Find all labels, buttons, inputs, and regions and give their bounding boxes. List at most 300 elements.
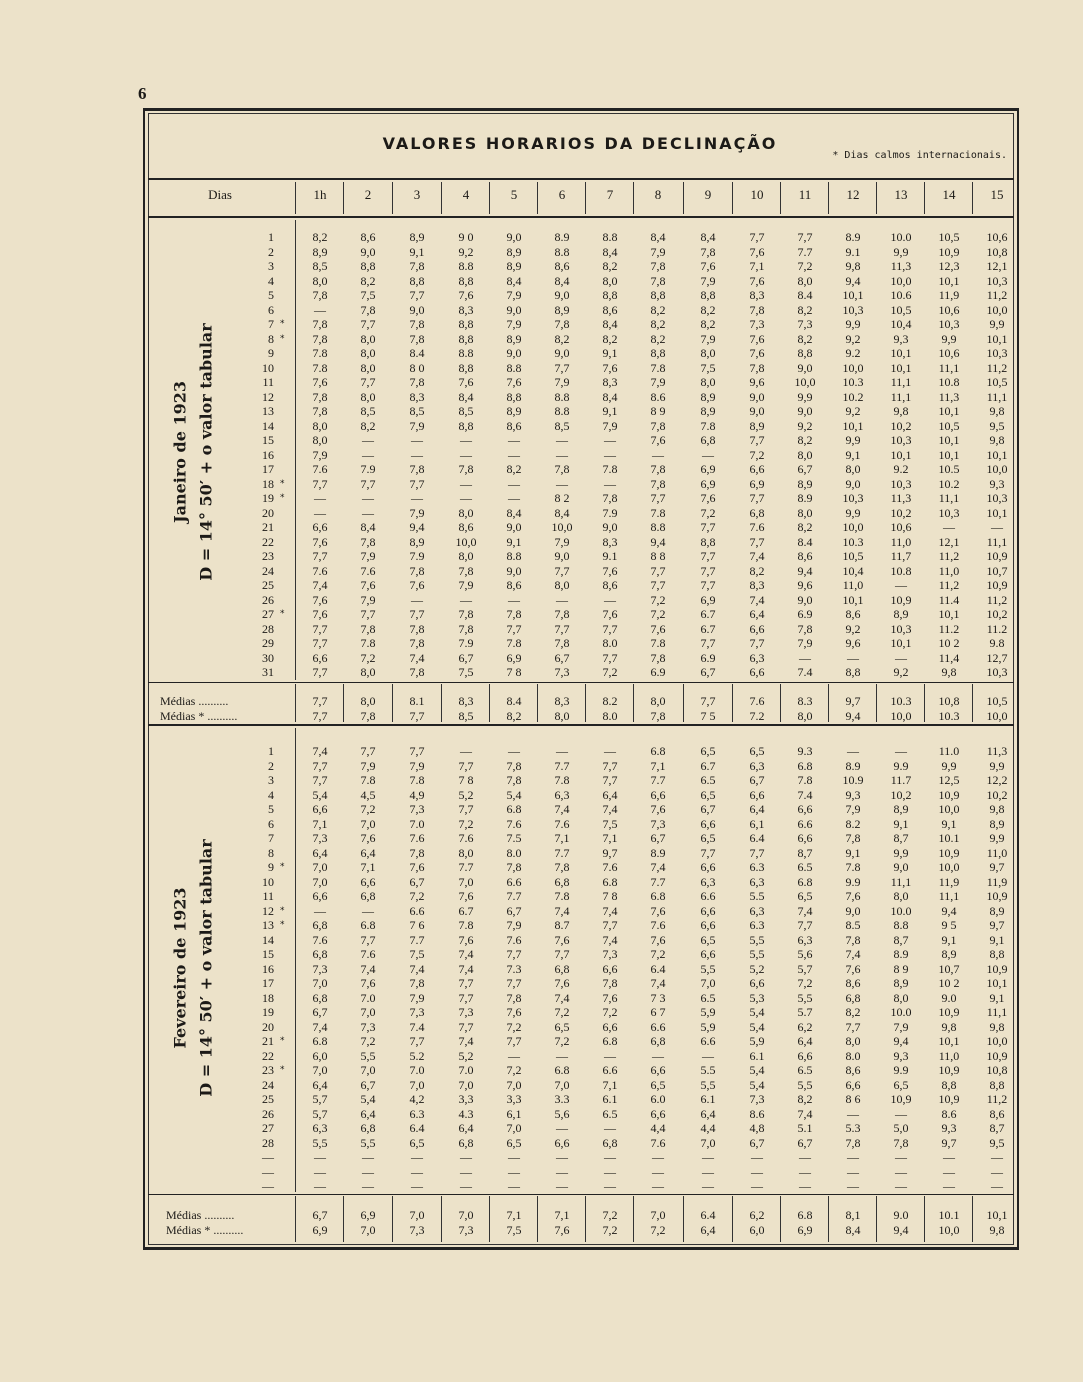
value-cell: 9,5 bbox=[989, 418, 1005, 433]
value-cell: 10,0 bbox=[551, 520, 573, 534]
medias-value: 6.4 bbox=[700, 1208, 716, 1222]
value-cell: 7,6 bbox=[700, 491, 716, 505]
value-cell: 11,3 bbox=[890, 259, 912, 273]
value-cell: 8,9 bbox=[554, 302, 570, 317]
column-rule bbox=[924, 182, 925, 214]
value-cell: 6.5 bbox=[797, 1063, 813, 1077]
value-cell: 8,2 bbox=[797, 520, 813, 534]
value-cell: 8,7 bbox=[893, 831, 909, 845]
value-cell: 6,6 bbox=[700, 816, 716, 831]
value-cell: 10.8 bbox=[890, 563, 912, 578]
value-cell: 8,2 bbox=[845, 1005, 861, 1019]
value-cell: 10,3 bbox=[842, 491, 864, 505]
value-cell: 9,1 bbox=[941, 932, 957, 947]
value-cell: 8,0 bbox=[700, 346, 716, 360]
value-cell: 6,7 bbox=[409, 874, 425, 889]
value-cell: 7.8 bbox=[650, 360, 666, 375]
value-cell: 11,0 bbox=[938, 563, 960, 578]
table-row bbox=[0, 918, 1005, 932]
day-number: 3 bbox=[268, 773, 274, 787]
value-cell: 6,2 bbox=[797, 1019, 813, 1034]
day-number: 23 bbox=[262, 1063, 274, 1077]
value-cell: 5,4 bbox=[749, 1063, 765, 1077]
medias-value: 7,0 bbox=[458, 1208, 474, 1222]
value-cell: 5,5 bbox=[797, 1077, 813, 1092]
value-cell: 7,4 bbox=[797, 903, 813, 918]
value-cell: 9,0 bbox=[554, 549, 570, 563]
value-cell: 8,0 bbox=[312, 433, 328, 447]
value-cell: 7,6 bbox=[458, 932, 474, 947]
value-cell: 5,3 bbox=[749, 990, 765, 1005]
value-cell: 7,6 bbox=[458, 375, 474, 389]
value-cell: 7,7 bbox=[554, 621, 570, 636]
value-cell: 10,3 bbox=[890, 621, 912, 636]
value-cell: 6,4 bbox=[797, 1034, 813, 1048]
value-cell: 9.2 bbox=[845, 346, 861, 360]
value-cell: 6,7 bbox=[749, 1135, 765, 1150]
value-cell: 7,2 bbox=[554, 1034, 570, 1048]
value-cell: — bbox=[460, 1150, 472, 1164]
value-cell: — bbox=[943, 1179, 955, 1193]
value-cell: — bbox=[751, 1150, 763, 1164]
day-number: 10 bbox=[262, 874, 274, 889]
value-cell: 8,0 bbox=[360, 389, 376, 404]
value-cell: 9,0 bbox=[893, 860, 909, 874]
value-cell: 6,7 bbox=[650, 831, 666, 845]
value-cell: 10,1 bbox=[938, 607, 960, 621]
medias-value: 7,7 bbox=[409, 709, 425, 723]
value-cell: 6,7 bbox=[749, 773, 765, 787]
value-cell: 7.9 bbox=[602, 505, 618, 520]
value-cell: 6,3 bbox=[312, 1121, 328, 1135]
value-cell: 7,4 bbox=[797, 1106, 813, 1121]
value-cell: 7.0 bbox=[360, 990, 376, 1005]
value-cell: 10,0 bbox=[938, 860, 960, 874]
value-cell: 6,6 bbox=[700, 860, 716, 874]
value-cell: 12,1 bbox=[986, 259, 1008, 273]
value-cell: 9,6 bbox=[749, 375, 765, 389]
medias-value: 9,4 bbox=[845, 709, 861, 723]
value-cell: 10,6 bbox=[938, 346, 960, 360]
value-cell: 6.4 bbox=[409, 1121, 425, 1135]
section-month-label: Janeiro de 1923 bbox=[170, 381, 190, 523]
value-cell: 7,6 bbox=[749, 273, 765, 288]
value-cell: — bbox=[991, 1150, 1003, 1164]
value-cell: — bbox=[991, 1179, 1003, 1193]
value-cell: 7.8 bbox=[700, 418, 716, 433]
medias-value: 10,0 bbox=[890, 709, 912, 723]
value-cell: 8,8 bbox=[845, 665, 861, 679]
value-cell: — bbox=[895, 578, 907, 592]
value-cell: 8,6 bbox=[845, 607, 861, 621]
value-cell: 6,8 bbox=[312, 990, 328, 1005]
day-number: 21 bbox=[262, 1034, 274, 1048]
value-cell: 7,8 bbox=[700, 244, 716, 259]
value-cell: 5,9 bbox=[700, 1019, 716, 1034]
value-cell: 6,6 bbox=[700, 903, 716, 918]
day-number: 9 bbox=[268, 860, 274, 874]
value-cell: 6,6 bbox=[602, 1019, 618, 1034]
value-cell: 6,8 bbox=[360, 889, 376, 903]
medias-value: 7 5 bbox=[700, 709, 716, 723]
value-cell: 8,2 bbox=[506, 462, 522, 476]
value-cell: 7,4 bbox=[650, 976, 666, 990]
value-cell: 11.4 bbox=[938, 592, 960, 607]
value-cell: 6,6 bbox=[700, 918, 716, 932]
value-cell: 7,4 bbox=[458, 1034, 474, 1048]
value-cell: 6,9 bbox=[506, 650, 522, 665]
day-number: 13 bbox=[262, 404, 274, 418]
value-cell: 8.8 bbox=[554, 244, 570, 259]
value-cell: 8,2 bbox=[312, 230, 328, 244]
value-cell: 7,8 bbox=[650, 259, 666, 273]
value-cell: 6.8 bbox=[360, 918, 376, 932]
value-cell: — bbox=[411, 592, 423, 607]
value-cell: 7,6 bbox=[458, 288, 474, 302]
value-cell: — bbox=[556, 1121, 568, 1135]
value-cell: — bbox=[702, 1164, 714, 1179]
value-cell: 7.8 bbox=[554, 773, 570, 787]
value-cell: 8.0 bbox=[602, 636, 618, 650]
value-cell: — bbox=[847, 650, 859, 665]
value-cell: 7.7 bbox=[797, 244, 813, 259]
value-cell: 8,8 bbox=[650, 346, 666, 360]
calm-day-star: * bbox=[280, 905, 285, 916]
day-number: 22 bbox=[262, 1048, 274, 1063]
table-row bbox=[0, 302, 1008, 317]
calm-day-star: * bbox=[280, 478, 285, 489]
medias-value: 7,2 bbox=[602, 1223, 618, 1237]
medias-value: 8,0 bbox=[797, 709, 813, 723]
value-cell: 9,2 bbox=[458, 244, 474, 259]
value-cell: 7,3 bbox=[554, 665, 570, 679]
value-cell: 7,4 bbox=[458, 947, 474, 961]
value-cell: 7,7 bbox=[700, 636, 716, 650]
value-cell: 8,6 bbox=[989, 1106, 1005, 1121]
value-cell: 8,2 bbox=[602, 259, 618, 273]
value-cell: 8,9 bbox=[797, 476, 813, 491]
value-cell: 7,8 bbox=[506, 773, 522, 787]
value-cell: 7,1 bbox=[554, 831, 570, 845]
value-cell: — bbox=[314, 1179, 326, 1193]
value-cell: 5,2 bbox=[749, 961, 765, 976]
value-cell: 7,7 bbox=[312, 621, 328, 636]
value-cell: — bbox=[411, 1164, 423, 1179]
day-number: 11 bbox=[262, 889, 274, 903]
value-cell: 7,4 bbox=[749, 549, 765, 563]
header-hour: 10 bbox=[750, 187, 764, 202]
value-cell: 5,4 bbox=[749, 1019, 765, 1034]
value-cell: 7,2 bbox=[360, 1034, 376, 1048]
value-cell: 9,0 bbox=[360, 244, 376, 259]
value-cell: 9.2 bbox=[893, 462, 909, 476]
value-cell: 9 0 bbox=[458, 230, 474, 244]
value-cell: 9,9 bbox=[989, 831, 1005, 845]
table-row bbox=[0, 476, 1005, 491]
value-cell: 7,7 bbox=[360, 744, 376, 758]
value-cell: 10,2 bbox=[986, 787, 1008, 802]
value-cell: 7.6 bbox=[506, 932, 522, 947]
column-rule bbox=[392, 182, 393, 214]
value-cell: 10,1 bbox=[890, 360, 912, 375]
value-cell: 8.8 bbox=[650, 520, 666, 534]
calm-day-star: * bbox=[280, 862, 285, 872]
value-cell: 9.8 bbox=[989, 636, 1005, 650]
value-cell: 7,6 bbox=[360, 831, 376, 845]
value-cell: 7,9 bbox=[506, 288, 522, 302]
value-cell: 6.3 bbox=[409, 1106, 425, 1121]
value-cell: 7,7 bbox=[554, 563, 570, 578]
value-cell: 7,7 bbox=[797, 230, 813, 244]
value-cell: — bbox=[895, 1106, 907, 1121]
value-cell: 7,7 bbox=[700, 845, 716, 860]
table-row bbox=[0, 1019, 1005, 1034]
value-cell: — bbox=[604, 744, 616, 758]
value-cell: 6,3 bbox=[749, 758, 765, 773]
value-cell: 8.4 bbox=[409, 346, 425, 360]
value-cell: 6,6 bbox=[650, 1063, 666, 1077]
value-cell: 6,5 bbox=[700, 787, 716, 802]
medias-value: 7,8 bbox=[360, 709, 376, 723]
value-cell: 10,9 bbox=[986, 1048, 1008, 1063]
medias-label: Médias .......... bbox=[160, 694, 229, 708]
column-rule bbox=[876, 182, 877, 214]
value-cell: 7.4 bbox=[409, 1019, 425, 1034]
value-cell: 9,8 bbox=[941, 665, 957, 679]
value-cell: 7,7 bbox=[312, 665, 328, 679]
medias-value: 6,7 bbox=[312, 1208, 328, 1222]
table-row bbox=[0, 787, 1008, 802]
value-cell: 7.7 bbox=[458, 860, 474, 874]
value-cell: 8,9 bbox=[409, 230, 425, 244]
value-cell: 7,4 bbox=[602, 802, 618, 816]
day-number: 31 bbox=[262, 665, 274, 679]
value-cell: 8 9 bbox=[650, 404, 666, 418]
value-cell: 10,0 bbox=[890, 273, 912, 288]
value-cell: 10,1 bbox=[938, 447, 960, 462]
value-cell: 7,8 bbox=[312, 331, 328, 346]
value-cell: 7,3 bbox=[409, 1005, 425, 1019]
value-cell: 7,0 bbox=[554, 1077, 570, 1092]
value-cell: 10,8 bbox=[986, 1063, 1008, 1077]
value-cell: 9,0 bbox=[554, 346, 570, 360]
value-cell: 7,6 bbox=[312, 534, 328, 549]
value-cell: 6.8 bbox=[602, 874, 618, 889]
value-cell: 8,8 bbox=[458, 418, 474, 433]
value-cell: 7,6 bbox=[506, 1005, 522, 1019]
value-cell: 9,1 bbox=[989, 932, 1005, 947]
value-cell: 7,9 bbox=[554, 375, 570, 389]
header-hour: 6 bbox=[558, 187, 566, 202]
value-cell: 8,0 bbox=[893, 990, 909, 1005]
value-cell: 6,6 bbox=[312, 802, 328, 816]
table-row bbox=[0, 534, 1008, 549]
value-cell: — bbox=[604, 1150, 616, 1164]
value-cell: 10,9 bbox=[986, 889, 1008, 903]
value-cell: — bbox=[702, 1179, 714, 1193]
value-cell: 8,9 bbox=[893, 976, 909, 990]
value-cell: 8,9 bbox=[989, 816, 1005, 831]
value-cell: 5,6 bbox=[797, 947, 813, 961]
value-cell: — bbox=[508, 433, 520, 447]
medias-value: 9,4 bbox=[893, 1223, 909, 1237]
value-cell: — bbox=[411, 1150, 423, 1164]
value-cell: 7.7 bbox=[554, 758, 570, 773]
value-cell: 7,1 bbox=[602, 831, 618, 845]
value-cell: 7,7 bbox=[458, 976, 474, 990]
value-cell: 10,5 bbox=[842, 549, 864, 563]
value-cell: 7,6 bbox=[312, 375, 328, 389]
table-row bbox=[0, 230, 1008, 244]
medias-value: 8,0 bbox=[554, 709, 570, 723]
value-cell: 7,3 bbox=[602, 947, 618, 961]
medias-row bbox=[0, 1208, 1008, 1222]
value-cell: 8,6 bbox=[554, 259, 570, 273]
header-hour: 7 bbox=[606, 187, 614, 202]
value-cell: 7,8 bbox=[650, 273, 666, 288]
value-cell: 7.0 bbox=[458, 1063, 474, 1077]
value-cell: 7,8 bbox=[360, 621, 376, 636]
value-cell: 8,2 bbox=[749, 563, 765, 578]
value-cell: 9,9 bbox=[941, 758, 957, 773]
value-cell: 7.8 bbox=[312, 346, 328, 360]
value-cell: 5,9 bbox=[749, 1034, 765, 1048]
table-row bbox=[0, 621, 1008, 636]
value-cell: 7,8 bbox=[312, 404, 328, 418]
value-cell: 10,9 bbox=[938, 1092, 960, 1106]
value-cell: 7,0 bbox=[409, 1077, 425, 1092]
value-cell: — bbox=[702, 1048, 714, 1063]
value-cell: — bbox=[460, 592, 472, 607]
value-cell: 10,1 bbox=[986, 447, 1008, 462]
value-cell: 8.6 bbox=[749, 1106, 765, 1121]
value-cell: 8,5 bbox=[458, 404, 474, 418]
value-cell: 8.9 bbox=[893, 947, 909, 961]
table-row bbox=[0, 1048, 1008, 1063]
value-cell: 6,5 bbox=[893, 1077, 909, 1092]
value-cell: 8.8 bbox=[554, 404, 570, 418]
value-cell: 11,7 bbox=[890, 549, 912, 563]
value-cell: 7.6 bbox=[650, 1135, 666, 1150]
value-cell: 5,5 bbox=[797, 990, 813, 1005]
table-row bbox=[0, 578, 1008, 592]
value-cell: 7,7 bbox=[602, 758, 618, 773]
value-cell: — bbox=[411, 433, 423, 447]
value-cell: 6.7 bbox=[700, 607, 716, 621]
value-cell: 5,5 bbox=[700, 961, 716, 976]
value-cell: 8 6 bbox=[845, 1092, 861, 1106]
value-cell: 6.8 bbox=[554, 1063, 570, 1077]
medias-star-row bbox=[0, 1223, 1005, 1237]
value-cell: 7,0 bbox=[458, 1077, 474, 1092]
column-rule bbox=[683, 182, 684, 214]
value-cell: 11,1 bbox=[890, 874, 912, 889]
value-cell: 7,8 bbox=[602, 976, 618, 990]
value-cell: 7,8 bbox=[845, 1135, 861, 1150]
value-cell: 7.6 bbox=[458, 831, 474, 845]
value-cell: 6.8 bbox=[650, 889, 666, 903]
value-cell: — bbox=[604, 592, 616, 607]
value-cell: 7.8 bbox=[360, 636, 376, 650]
value-cell: 10,8 bbox=[986, 244, 1008, 259]
value-cell: 7,8 bbox=[554, 860, 570, 874]
value-cell: 7,9 bbox=[409, 758, 425, 773]
value-cell: 8,6 bbox=[458, 520, 474, 534]
value-cell: 11,2 bbox=[986, 288, 1008, 302]
value-cell: 7,2 bbox=[650, 947, 666, 961]
table-row bbox=[0, 1005, 1008, 1019]
medias-value: 7,2 bbox=[650, 1223, 666, 1237]
value-cell: 7,0 bbox=[700, 976, 716, 990]
value-cell: 6.0 bbox=[650, 1092, 666, 1106]
value-cell: 7,8 bbox=[409, 845, 425, 860]
value-cell: 6,8 bbox=[360, 1121, 376, 1135]
medias-value: 7.6 bbox=[749, 694, 765, 708]
value-cell: 6.4 bbox=[749, 831, 765, 845]
value-cell: 6.5 bbox=[797, 860, 813, 874]
table-row bbox=[0, 845, 1008, 860]
table-row bbox=[0, 244, 1008, 259]
value-cell: 11.0 bbox=[938, 744, 960, 758]
day-number: — bbox=[262, 1179, 274, 1193]
value-cell: 6,4 bbox=[749, 607, 765, 621]
day-number: 4 bbox=[268, 273, 274, 288]
value-cell: 8,6 bbox=[845, 976, 861, 990]
value-cell: 7,8 bbox=[409, 621, 425, 636]
value-cell: 9,0 bbox=[602, 520, 618, 534]
value-cell: 10,1 bbox=[890, 447, 912, 462]
value-cell: 7.8 bbox=[360, 773, 376, 787]
value-cell: 7.6 bbox=[749, 520, 765, 534]
value-cell: — bbox=[943, 520, 955, 534]
value-cell: 6,5 bbox=[797, 889, 813, 903]
value-cell: 4,5 bbox=[360, 787, 376, 802]
value-cell: 8.9 bbox=[554, 230, 570, 244]
value-cell: 6,0 bbox=[312, 1048, 328, 1063]
value-cell: 9,0 bbox=[554, 288, 570, 302]
value-cell: 8.4 bbox=[797, 534, 813, 549]
value-cell: — bbox=[895, 1164, 907, 1179]
value-cell: 7,2 bbox=[602, 665, 618, 679]
value-cell: 5,5 bbox=[360, 1048, 376, 1063]
value-cell: 7,6 bbox=[360, 578, 376, 592]
value-cell: 5,5 bbox=[700, 1077, 716, 1092]
medias-star-row bbox=[0, 709, 1008, 723]
value-cell: 7,6 bbox=[650, 903, 666, 918]
value-cell: 3,3 bbox=[458, 1092, 474, 1106]
value-cell: 11.2 bbox=[986, 621, 1008, 636]
value-cell: — bbox=[411, 491, 423, 505]
value-cell: — bbox=[362, 447, 374, 462]
value-cell: 8,4 bbox=[650, 230, 666, 244]
medias-row bbox=[0, 694, 1008, 708]
value-cell: 7,8 bbox=[650, 418, 666, 433]
value-cell: 5.7 bbox=[797, 1005, 813, 1019]
value-cell: — bbox=[508, 476, 520, 491]
value-cell: 7 3 bbox=[650, 990, 666, 1005]
value-cell: 11,2 bbox=[986, 360, 1008, 375]
value-cell: — bbox=[508, 1164, 520, 1179]
value-cell: — bbox=[895, 1150, 907, 1164]
value-cell: 9,9 bbox=[989, 317, 1005, 331]
value-cell: 11,2 bbox=[938, 549, 960, 563]
value-cell: 7,3 bbox=[312, 961, 328, 976]
value-cell: 7,2 bbox=[360, 802, 376, 816]
value-cell: 4.3 bbox=[458, 1106, 474, 1121]
value-cell: 9,9 bbox=[941, 331, 957, 346]
value-cell: 7,7 bbox=[602, 773, 618, 787]
value-cell: 7,9 bbox=[506, 317, 522, 331]
